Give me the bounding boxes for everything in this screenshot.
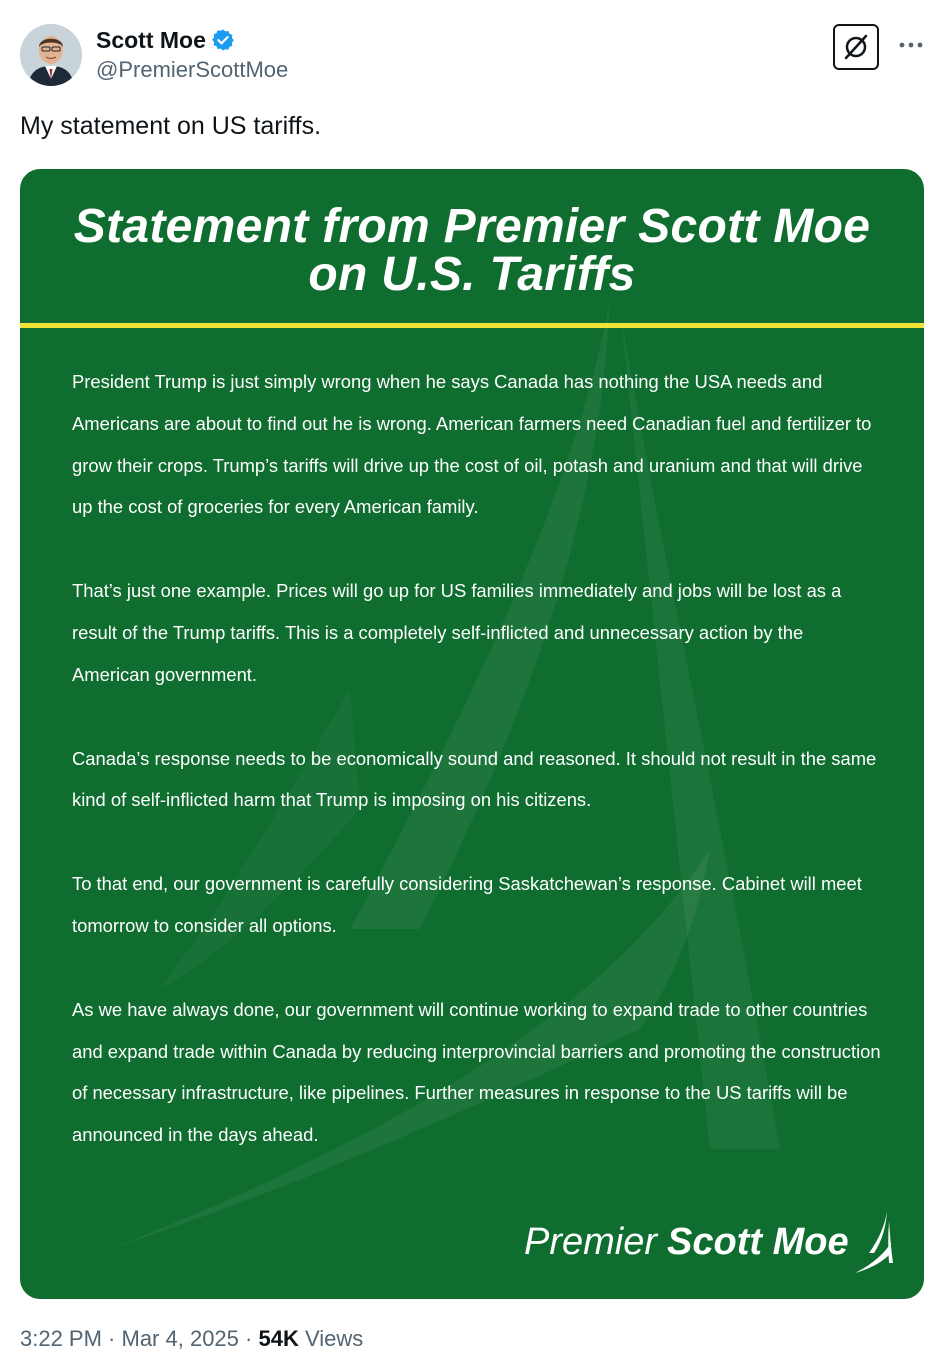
statement-paragraph: President Trump is just simply wrong when he says Canada has nothing the USA needs and Americans are about to find out he is wrong. American farmers need Canadian fuel and fertilizer to grow their crops. Trump’s tariffs will drive up the cost of oil, potash and uranium and that will drive up the cost of groceries for every American family. [72,371,872,518]
statement-paragraph: Canada’s response needs to be economically sound and reasoned. It should not result in the same kind of self-inflicted harm that Trump is imposing on his citizens. [72,747,877,811]
title-divider [20,323,924,328]
views-count: 54K [258,1326,299,1351]
signature-last: Scott Moe [667,1220,849,1263]
tweet-header [20,24,924,90]
statement-image[interactable] [20,169,924,1299]
views-label: Views [298,1326,364,1351]
tweet-date[interactable]: Mar 4, 2025 [121,1326,239,1351]
verified-badge-icon [211,28,235,52]
tweet-time[interactable]: 3:22 PM [20,1326,102,1351]
author-handle[interactable]: @PremierScottMoe [96,57,289,82]
statement-paragraph: As we have always done, our government will continue working to expand trade to other countries and expand trade within Canada by reducing interprovincial barriers and promoting the construction of necessary infrastructure, like pipelines. Further measures in response to the US tariffs will be announced in the days ahead. [72,998,881,1146]
author-display-name[interactable]: Scott Moe [96,26,206,53]
wheat-logo-icon [851,1209,895,1275]
meta-separator: · [238,1326,259,1351]
more-options-icon [898,41,924,49]
statement-paragraph: That’s just one example. Prices will go up for US families immediately and jobs will be lost as a result of the Trump tariffs. This is a completely self-inflicted and unnecessary action by the American government. [72,580,842,685]
avatar[interactable] [20,24,82,86]
tweet-meta [20,1326,363,1352]
grok-icon [842,33,870,61]
more-options-button[interactable] [896,30,926,60]
author-info [96,26,288,83]
author-name-row [96,26,288,54]
statement-title-line1: Statement from Premier Scott Moe [73,200,871,253]
signature-first: Premier [524,1220,658,1263]
premier-signature-logo [524,1209,895,1275]
statement-body [72,361,882,1198]
tweet-text: My statement on US tariffs. [20,112,322,140]
meta-separator: · [101,1326,122,1351]
statement-paragraph: To that end, our government is carefully considering Saskatchewan’s response. Cabinet will meet tomorrow to consider all options. [72,873,862,936]
statement-title [20,200,924,301]
grok-button[interactable] [833,24,879,70]
statement-title-line2: on U.S. Tariffs [308,248,636,301]
